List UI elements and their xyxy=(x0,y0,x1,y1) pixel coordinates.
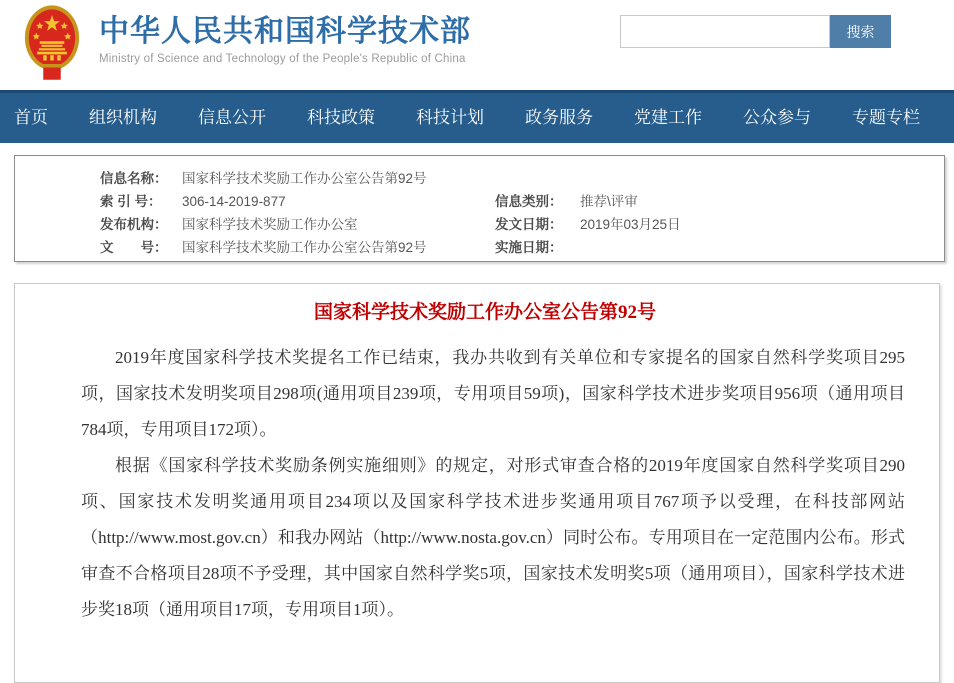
meta-label-issued: 发文日期： xyxy=(495,217,563,232)
nav-item-services[interactable]: 政务服务 xyxy=(525,108,593,127)
nav-item-home[interactable]: 首页 xyxy=(14,108,48,127)
meta-value-index: 306-14-2019-877 xyxy=(182,194,286,209)
meta-value-empty xyxy=(580,169,944,188)
search-input[interactable] xyxy=(620,15,830,48)
meta-value-effective xyxy=(580,238,944,257)
document-meta-box xyxy=(14,155,945,262)
article-content-box xyxy=(14,283,940,683)
site-subtitle: Ministry of Science and Technology of the People's Republic of China xyxy=(99,53,466,65)
search-bar xyxy=(620,15,891,48)
meta-value-issued: 2019年03月25日 xyxy=(580,217,681,232)
meta-label-effective: 实施日期： xyxy=(495,240,563,255)
document-meta-grid xyxy=(15,156,944,257)
nav-item-party[interactable]: 党建工作 xyxy=(634,108,702,127)
article-title: 国家科学技术奖励工作办公室公告第92号 xyxy=(313,302,656,323)
article-paragraph-2: 根据《国家科学技术奖励条例实施细则》的规定，对形式审查合格的2019年度国家自然科学奖项目290项、国家技术发明奖通用项目234项以及国家科学技术进步奖通用项目767项予以受理，在科技部网站（http://www.most.gov.cn）和我办网站（http://www.nosta.gov.cn）同时公布。专用项目在一定范围内公布。形式审查不合格项目28项不予受理，其中国家自然科学奖5项，国家技术发明奖5项（通用项目），国家科学技术进步奖18项（通用项目17项，专用项目1项）。 xyxy=(81,456,905,619)
meta-value-category: 推荐\评审 xyxy=(580,194,638,209)
nav-item-public[interactable]: 公众参与 xyxy=(743,108,811,127)
meta-label-title: 信息名称： xyxy=(100,171,168,186)
nav-item-policy[interactable]: 科技政策 xyxy=(307,108,375,127)
nav-item-info[interactable]: 信息公开 xyxy=(198,108,266,127)
meta-label-index: 索 引 号： xyxy=(100,194,162,209)
national-emblem-icon xyxy=(24,4,80,82)
article-body xyxy=(81,340,905,628)
nav-item-org[interactable]: 组织机构 xyxy=(89,108,157,127)
meta-value-title: 国家科学技术奖励工作办公室公告第92号 xyxy=(182,171,427,186)
search-button[interactable]: 搜索 xyxy=(830,15,891,48)
main-nav xyxy=(0,90,954,143)
site-title: 中华人民共和国科学技术部 xyxy=(99,15,471,48)
nav-item-programs[interactable]: 科技计划 xyxy=(416,108,484,127)
meta-label-empty xyxy=(495,169,580,188)
nav-item-topics[interactable]: 专题专栏 xyxy=(852,108,920,127)
site-header xyxy=(0,0,954,90)
meta-value-agency: 国家科学技术奖励工作办公室 xyxy=(182,217,358,232)
meta-label-category: 信息类别： xyxy=(495,194,563,209)
site-identity xyxy=(99,15,471,65)
article-paragraph-1: 2019年度国家科学技术奖提名工作已结束，我办共收到有关单位和专家提名的国家自然科学奖项目295项，国家技术发明奖项目298项(通用项目239项，专用项目59项)，国家科学技术进步奖项目956项（通用项目784项，专用项目172项）。 xyxy=(81,348,905,439)
meta-value-docno: 国家科学技术奖励工作办公室公告第92号 xyxy=(182,240,427,255)
meta-label-docno: 文 号： xyxy=(100,240,168,255)
meta-label-agency: 发布机构： xyxy=(100,217,168,232)
